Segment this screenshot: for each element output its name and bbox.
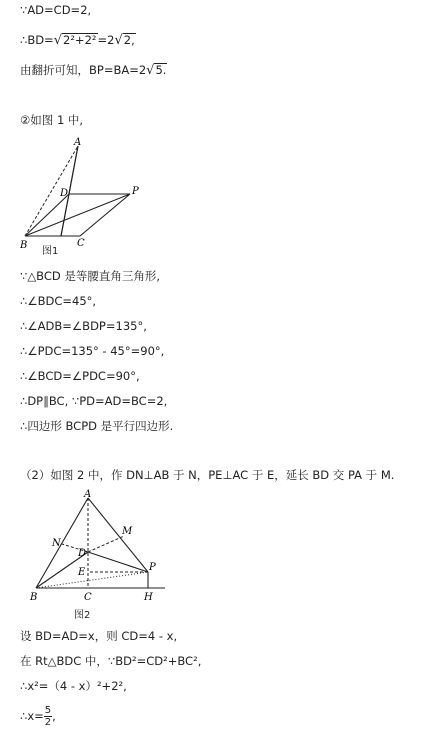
line-3: 由翻折可知，BP=BA=2√5. [20,63,167,78]
fig1-label-a: A [74,137,82,148]
fig2-label-d: D [78,548,87,559]
line-15: ∴x²=（4 - x）²+2², [20,679,127,693]
line-16-denominator: 2 [44,717,52,728]
line-11: ∴四边形 BCPD 是平行四边形. [20,419,174,433]
fig2-label-h: H [144,592,153,603]
line-2: ∴BD=√2²+2²=2√2, [20,33,135,48]
line-6: ∴∠BDC=45°, [20,294,97,308]
line-16-numerator: 5 [44,705,52,716]
line-9: ∴∠BCD=∠PDC=90°, [20,369,140,383]
fig1-label-c: C [77,238,85,249]
fig1-label-d: D [60,188,69,199]
line-5: ∵△BCD 是等腰直角三角形, [20,269,161,283]
fig2-label-n: N [52,538,61,549]
fig1-edge-cp [80,194,130,236]
line-8: ∴∠PDC=135° - 45°=90°, [20,344,165,358]
fig2-edge-dp [88,552,148,572]
fig1-label-p: P [132,186,139,197]
line-14: 在 Rt△BDC 中，∵BD²=CD²+BC², [20,654,202,668]
figure-2 [20,488,180,624]
fig1-edge-bp [25,194,130,236]
line-2-result-radicand: 2, [123,33,135,47]
line-2-radicand: 2²+2² [63,33,97,47]
line-4: ②如图 1 中, [20,113,84,127]
fig2-label-c: C [84,592,92,603]
line-1: ∵AD=CD=2, [20,3,92,17]
fig2-label-e: E [78,567,86,578]
fig2-caption: 图2 [74,610,91,621]
line-16 [20,705,56,728]
fig2-label-b: B [30,592,38,603]
figure-1 [20,136,160,260]
line-12: （2）如图 2 中，作 DN⊥AB 于 N，PE⊥AC 于 E，延长 BD 交 PA 于 M. [20,468,395,482]
fig2-label-p: P [149,562,156,573]
line-16-fraction [44,705,52,728]
fig2-edge-bp-dotted [36,572,148,588]
fig2-label-a: A [84,489,92,500]
line-16-prefix: ∴x= [20,709,44,723]
fig2-edge-ap [88,498,148,572]
line-13: 设 BD=AD=x，则 CD=4 - x, [20,629,178,643]
fig1-label-b: B [20,240,28,251]
line-3-prefix: 由翻折可知，BP=BA=2 [20,63,147,77]
line-16-suffix: , [52,709,56,723]
line-10: ∴DP∥BC, ∵PD=AD=BC=2, [20,394,168,408]
line-2-result: =2 [97,33,115,47]
fig2-label-m: M [122,526,133,537]
line-2-prefix: ∴BD= [20,33,54,47]
line-3-radicand: 5. [155,63,167,77]
fig2-edge-dm-dashed [88,536,124,552]
fig1-caption: 图1 [42,246,59,257]
line-7: ∴∠ADB=∠BDP=135°, [20,319,147,333]
